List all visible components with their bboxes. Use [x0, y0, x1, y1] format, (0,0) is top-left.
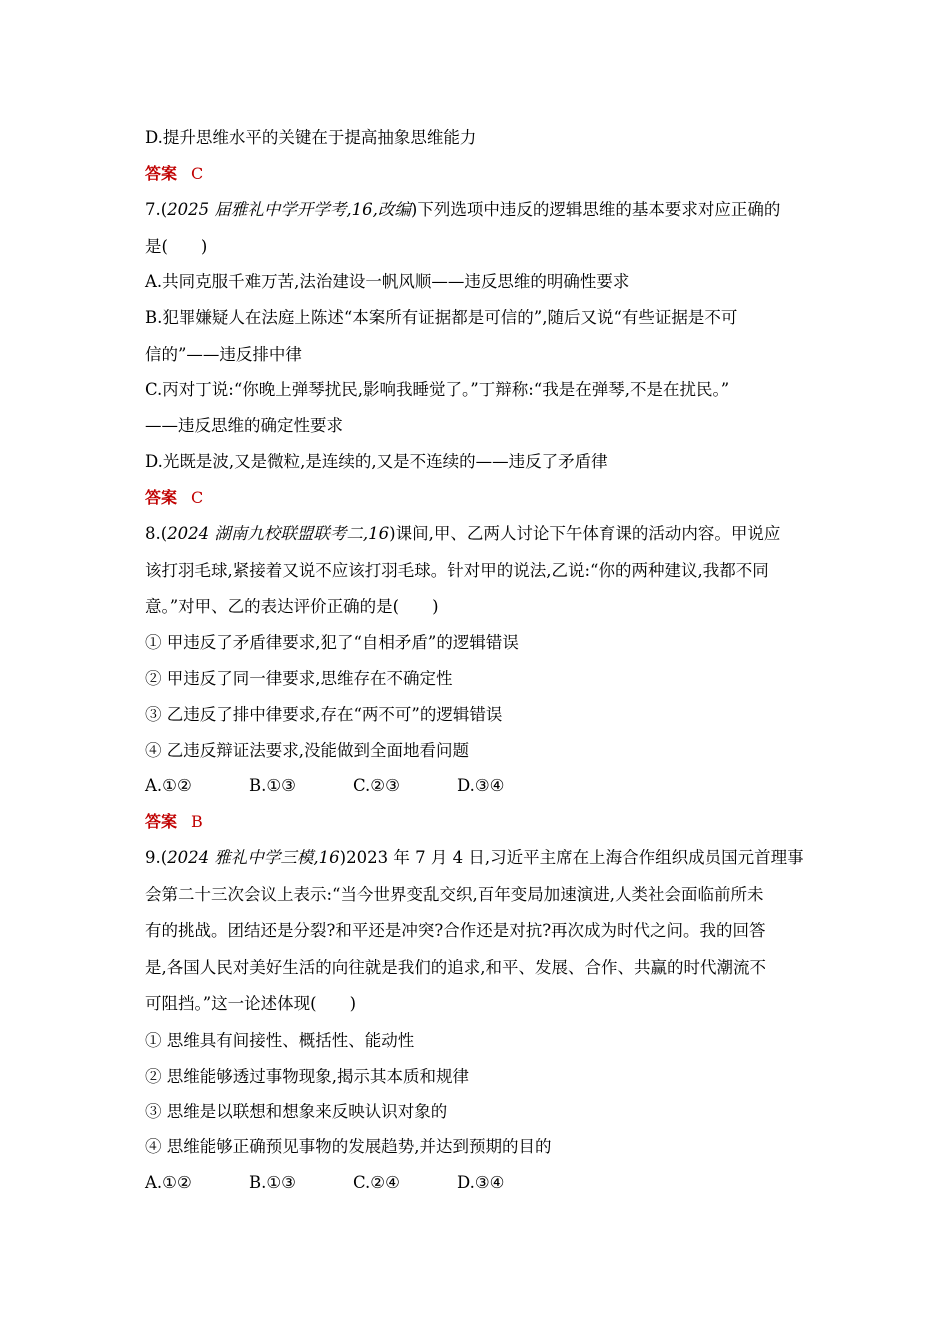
- q8-stem-line-3: 意。”对甲、乙的表达评价正确的是( ): [145, 597, 439, 616]
- q9-source: 2024 雅礼中学三模,16: [167, 848, 340, 867]
- q8-option-c: C.②③: [353, 776, 400, 795]
- q8-option-a: A.①②: [145, 776, 192, 795]
- q8-option-d: D.③④: [457, 776, 505, 795]
- q9-stem-line-1: 9.(2024 雅礼中学三模,16)2023 年 7 月 4 日,习近平主席在上海合作组织成员国元首理事: [145, 848, 804, 867]
- q9-item-2: ② 思维能够透过事物现象,揭示其本质和规律: [145, 1067, 469, 1086]
- q8-source: 2024 湖南九校联盟联考二,16: [167, 524, 390, 543]
- q9-item-4: ④ 思维能够正确预见事物的发展趋势,并达到预期的目的: [145, 1137, 552, 1156]
- answer-q6: 答案 C: [145, 164, 204, 183]
- q7-option-c-line-2: ——违反思维的确定性要求: [145, 416, 343, 435]
- answer-q8: 答案 B: [145, 812, 203, 831]
- prev-option-d: D.提升思维水平的关键在于提高抽象思维能力: [145, 128, 477, 147]
- q8-stem-line-2: 该打羽毛球,紧接着又说不应该打羽毛球。针对甲的说法,乙说:“你的两种建议,我都不同: [145, 561, 769, 580]
- q8-item-2: ② 甲违反了同一律要求,思维存在不确定性: [145, 669, 453, 688]
- q8-option-b: B.①③: [249, 776, 296, 795]
- q7-source: 2025 届雅礼中学开学考,16,改编: [167, 200, 411, 219]
- q7-option-c-line-1: C.丙对丁说:“你晚上弹琴扰民,影响我睡觉了。”丁辩称:“我是在弹琴,不是在扰民。”: [145, 380, 730, 399]
- q8-options: [145, 775, 561, 797]
- q8-item-3: ③ 乙违反了排中律要求,存在“两不可”的逻辑错误: [145, 705, 503, 724]
- q8-stem-line-1: 8.(2024 湖南九校联盟联考二,16)课间,甲、乙两人讨论下午体育课的活动内容。甲说应: [145, 524, 781, 543]
- answer-q7: 答案 C: [145, 488, 204, 507]
- q7-option-b-line-1: B.犯罪嫌疑人在法庭上陈述“本案所有证据都是可信的”,随后又说“有些证据是不可: [145, 308, 738, 327]
- q9-option-b: B.①③: [249, 1173, 296, 1192]
- q9-stem-line-5: 可阻挡。”这一论述体现( ): [145, 994, 357, 1013]
- q8-item-1: ① 甲违反了矛盾律要求,犯了“自相矛盾”的逻辑错误: [145, 633, 519, 652]
- q9-option-d: D.③④: [457, 1173, 505, 1192]
- q7-stem-line-1: 7.(2025 届雅礼中学开学考,16,改编)下列选项中违反的逻辑思维的基本要求对应正确的: [145, 200, 781, 219]
- q9-options: [145, 1172, 561, 1194]
- q9-option-a: A.①②: [145, 1173, 192, 1192]
- q9-item-3: ③ 思维是以联想和想象来反映认识对象的: [145, 1102, 448, 1121]
- q9-stem-line-3: 有的挑战。团结还是分裂?和平还是冲突?合作还是对抗?再次成为时代之问。我的回答: [145, 921, 766, 940]
- q7-option-d: D.光既是波,又是微粒,是连续的,又是不连续的——违反了矛盾律: [145, 452, 608, 471]
- q9-stem-line-4: 是,各国人民对美好生活的向往就是我们的追求,和平、发展、合作、共赢的时代潮流不: [145, 958, 766, 977]
- q7-option-b-line-2: 信的”——违反排中律: [145, 345, 302, 364]
- q9-item-1: ① 思维具有间接性、概括性、能动性: [145, 1031, 415, 1050]
- q9-stem-line-2: 会第二十三次会议上表示:“当今世界变乱交织,百年变局加速演进,人类社会面临前所未: [145, 885, 764, 904]
- q7-option-a: A.共同克服千难万苦,法治建设一帆风顺——违反思维的明确性要求: [145, 272, 630, 291]
- q9-option-c: C.②④: [353, 1173, 400, 1192]
- q8-item-4: ④ 乙违反辩证法要求,没能做到全面地看问题: [145, 741, 469, 760]
- q7-stem-line-2: 是( ): [145, 237, 208, 256]
